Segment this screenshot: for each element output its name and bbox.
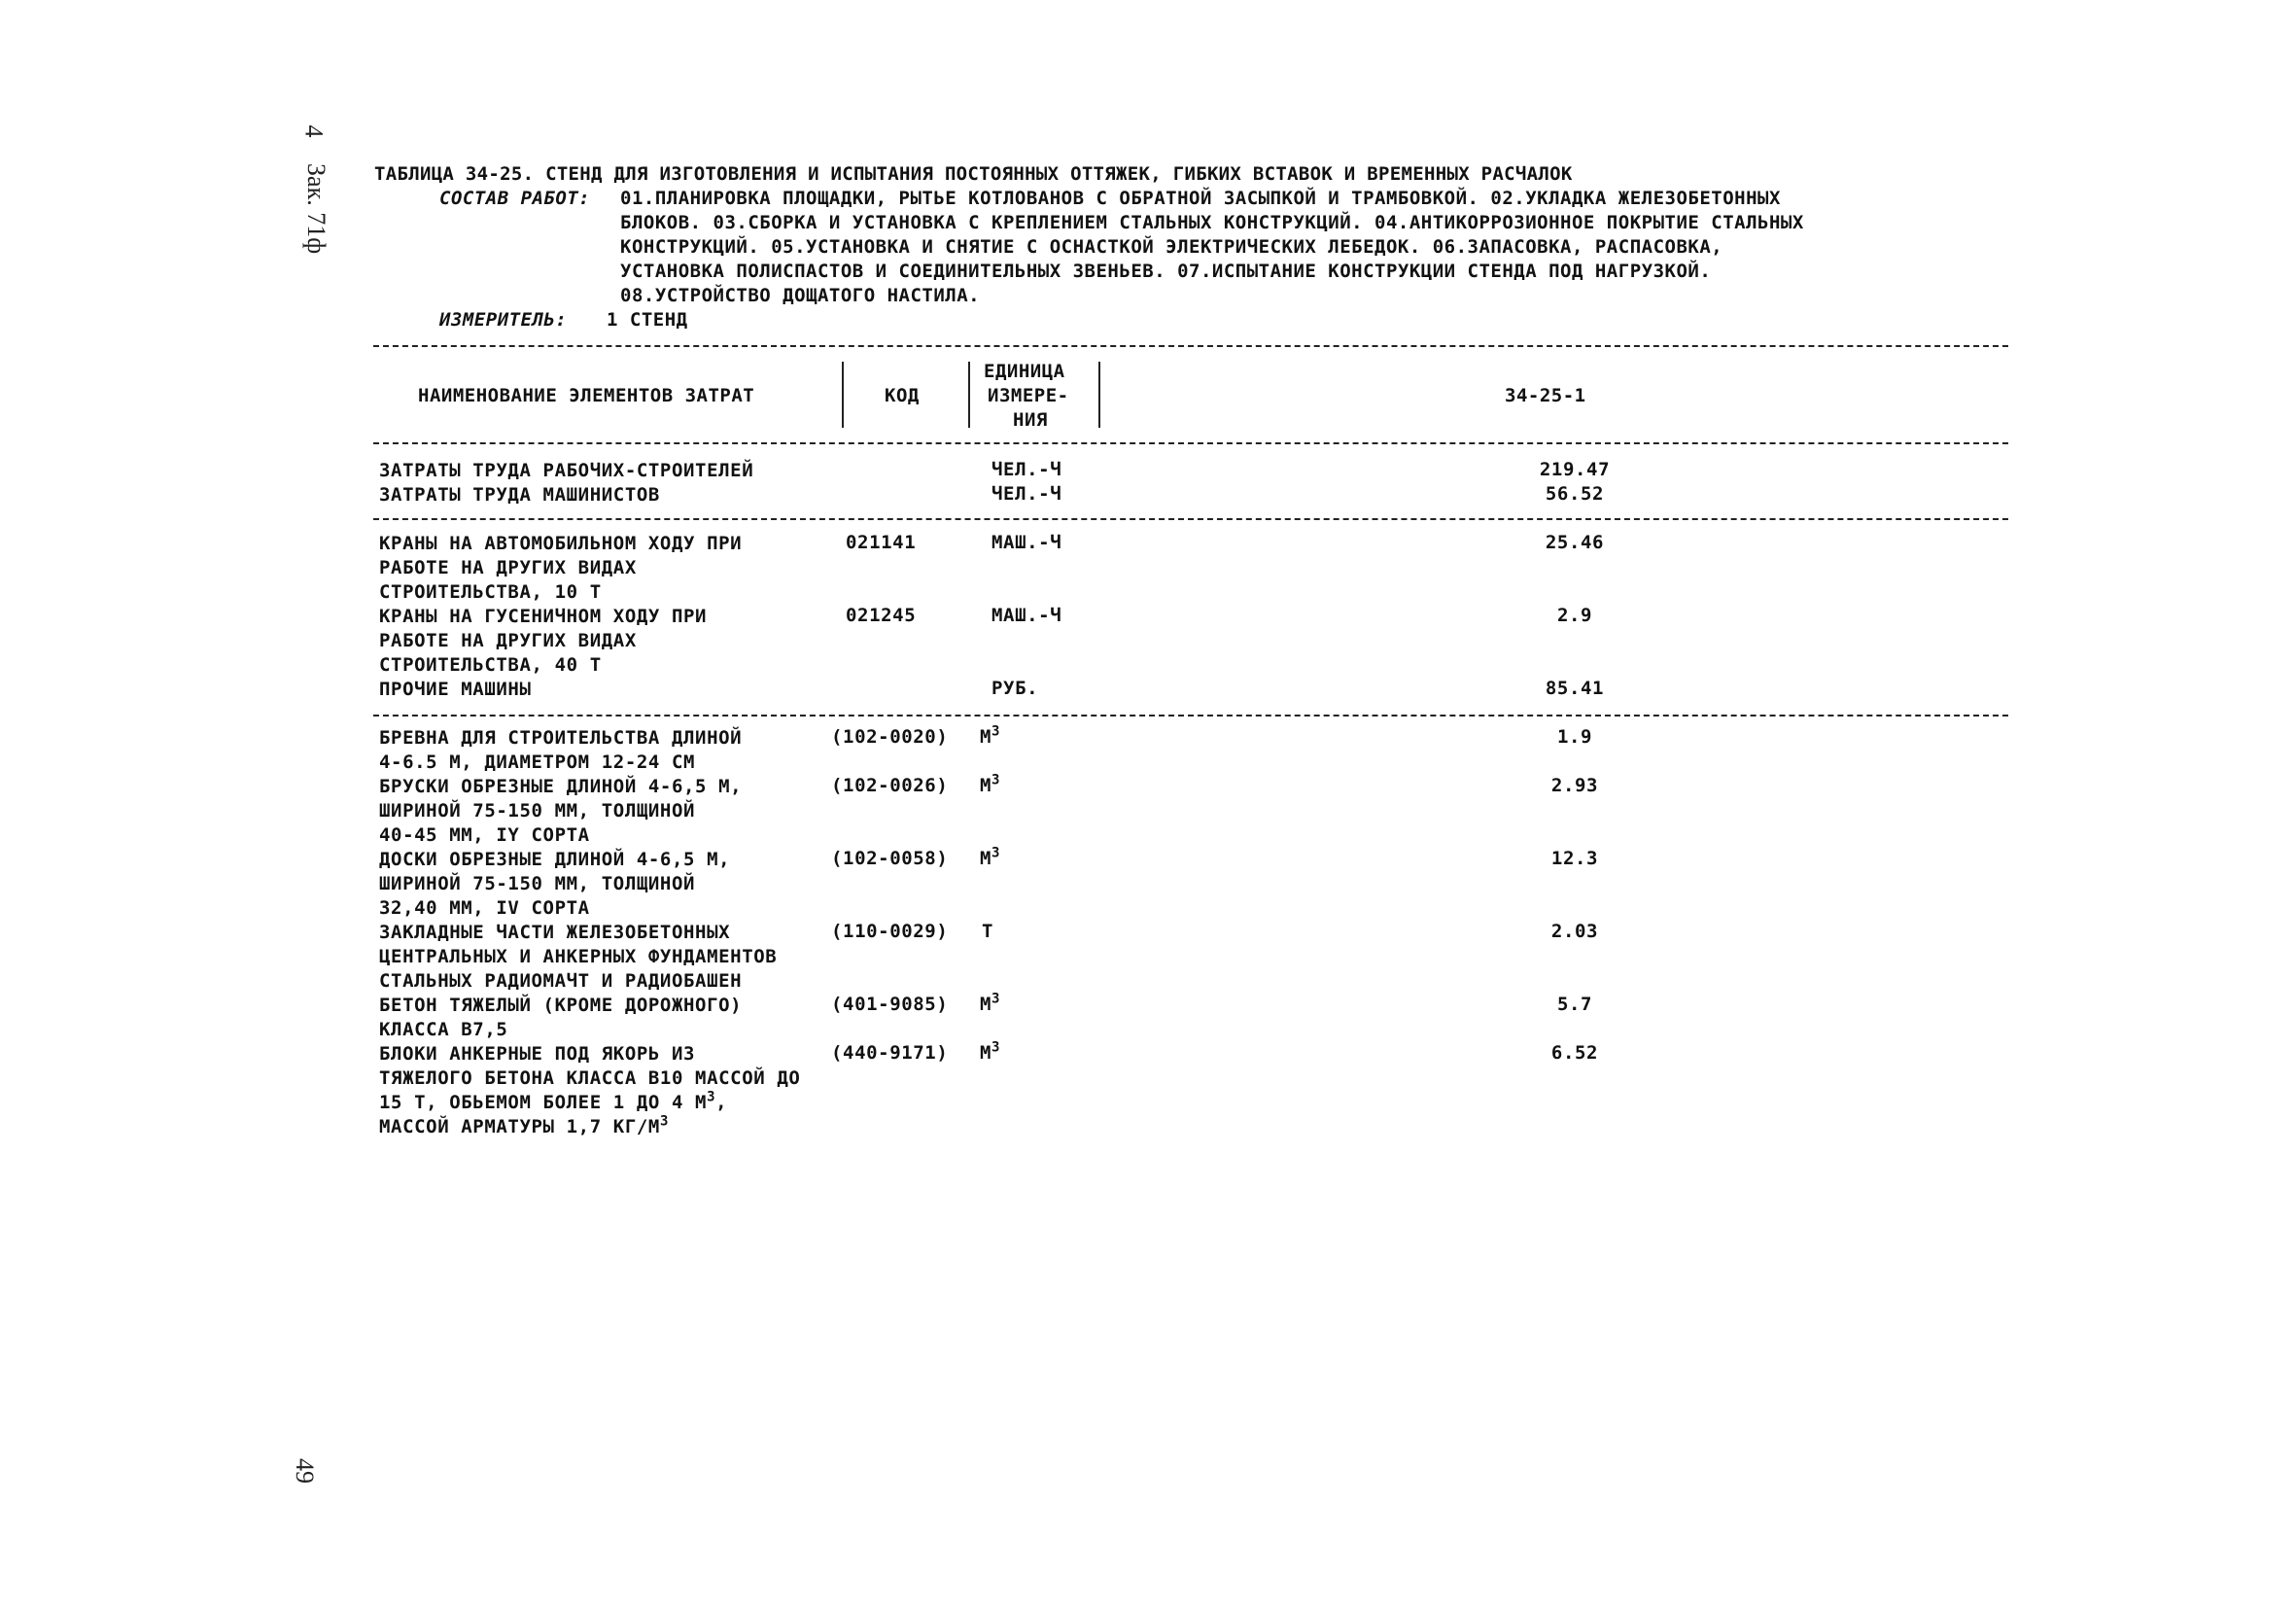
row-name: ЗАКЛАДНЫЕ ЧАСТИ ЖЕЛЕЗОБЕТОННЫХ ЦЕНТРАЛЬНЫХ И АНКЕРНЫХ ФУНДАМЕНТОВ СТАЛЬНЫХ РАДИОМАЧТ И РАДИОБАШЕН (379, 922, 778, 992)
col-header-unit-2: ИЗМЕРЕ- (988, 385, 1069, 406)
row-code: 021141 (846, 532, 917, 553)
machines-bottom-rule (373, 715, 2008, 717)
row-code: 021245 (846, 605, 917, 626)
row-unit: $М^3$ (980, 723, 1001, 748)
row-code: (110-0029) (831, 921, 949, 942)
row-name: БЛОКИ АНКЕРНЫЕ ПОД ЯКОРЬ ИЗ ТЯЖЕЛОГО БЕТОНА КЛАССА В10 МАССОЙ ДО (379, 1043, 801, 1089)
row-code: (102-0058) (831, 848, 949, 869)
row-name-line-4: МАССОЙ АРМАТУРЫ 1,7 $КГ/М^3$ (379, 1113, 669, 1137)
page-marker: 4 (299, 124, 329, 138)
row-unit: Т (982, 921, 994, 942)
row-name: ПРОЧИЕ МАШИНЫ (379, 679, 532, 700)
row-unit: $М^3$ (980, 772, 1001, 796)
row-name: БРУСКИ ОБРЕЗНЫЕ ДЛИНОЙ 4-6,5 М, ШИРИНОЙ 75-150 ММ, ТОЛЩИНОЙ 40-45 ММ, IY СОРТА (379, 776, 743, 846)
scope-line-2: БЛОКОВ. 03.СБОРКА И УСТАНОВКА С КРЕПЛЕНИЕМ СТАЛЬНЫХ КОНСТРУКЦИЙ. 04.АНТИКОРРОЗИОННОЕ ПОКРЫТИЕ СТАЛЬНЫХ (620, 212, 1804, 233)
row-name: ЗАТРАТЫ ТРУДА РАБОЧИХ-СТРОИТЕЛЕЙ (379, 460, 754, 481)
row-value: 1.9 (1556, 726, 1593, 748)
header-divider-1 (842, 362, 844, 428)
meter-label: ИЗМЕРИТЕЛЬ: (439, 309, 568, 331)
row-value: 25.46 (1545, 532, 1605, 553)
row-unit: ЧЕЛ.-Ч (991, 459, 1062, 480)
row-unit: МАШ.-Ч (991, 532, 1062, 553)
row-value: 2.9 (1556, 605, 1593, 626)
row-value: 2.93 (1550, 775, 1599, 796)
col-header-unit-3: НИЯ (1013, 409, 1048, 431)
row-unit: ЧЕЛ.-Ч (991, 483, 1062, 505)
row-code: (102-0020) (831, 726, 949, 748)
row-unit: $М^3$ (980, 845, 1001, 869)
scope-line-5: 08.УСТРОЙСТВО ДОЩАТОГО НАСТИЛА. (620, 285, 981, 306)
scope-line-4: УСТАНОВКА ПОЛИСПАСТОВ И СОЕДИНИТЕЛЬНЫХ ЗВЕНЬЕВ. 07.ИСПЫТАНИЕ КОНСТРУКЦИИ СТЕНДА ПОД НАГРУЗКОЙ. (620, 261, 1712, 282)
col-header-code: КОД (885, 385, 920, 406)
scope-line-3: КОНСТРУКЦИЙ. 05.УСТАНОВКА И СНЯТИЕ С ОСНАСТКОЙ ЭЛЕКТРИЧЕСКИХ ЛЕБЕДОК. 06.ЗАПАСОВКА, РАСПАСОВКА, (620, 236, 1723, 258)
scope-label: СОСТАВ РАБОТ: (439, 188, 591, 209)
row-unit: МАШ.-Ч (991, 605, 1062, 626)
row-name: КРАНЫ НА АВТОМОБИЛЬНОМ ХОДУ ПРИ РАБОТЕ НА ДРУГИХ ВИДАХ СТРОИТЕЛЬСТВА, 10 Т (379, 533, 743, 603)
col-header-unit-1: ЕДИНИЦА (984, 361, 1065, 382)
col-header-value: 34-25-1 (1505, 385, 1586, 406)
row-name: КРАНЫ НА ГУСЕНИЧНОМ ХОДУ ПРИ РАБОТЕ НА ДРУГИХ ВИДАХ СТРОИТЕЛЬСТВА, 40 Т (379, 606, 708, 676)
table-title: ТАБЛИЦА 34-25. СТЕНД ДЛЯ ИЗГОТОВЛЕНИЯ И ИСПЫТАНИЯ ПОСТОЯННЫХ ОТТЯЖЕК, ГИБКИХ ВСТАВОК И ВРЕМЕННЫХ РАСЧАЛОК (374, 163, 1573, 185)
row-code: (401-9085) (831, 994, 949, 1015)
row-unit: $М^3$ (980, 991, 1001, 1015)
row-name: БРЕВНА ДЛЯ СТРОИТЕЛЬСТВА ДЛИНОЙ 4-6.5 М, ДИАМЕТРОМ 12-24 СМ (379, 727, 743, 773)
row-name: БЕТОН ТЯЖЕЛЫЙ (КРОМЕ ДОРОЖНОГО) КЛАССА В7,5 (379, 995, 743, 1040)
header-bottom-rule (373, 442, 2008, 444)
row-code: (102-0026) (831, 775, 949, 796)
row-code: (440-9171) (831, 1042, 949, 1064)
page-number: 49 (291, 1458, 319, 1484)
row-value: 12.3 (1550, 848, 1599, 869)
order-reference: Зак. 71ф (302, 163, 330, 255)
row-value: 5.7 (1556, 994, 1593, 1015)
row-name: ЗАТРАТЫ ТРУДА МАШИНИСТОВ (379, 484, 660, 506)
meter-value: 1 СТЕНД (607, 309, 688, 331)
row-value: 85.41 (1545, 678, 1605, 699)
table-top-rule (373, 345, 2008, 347)
row-unit: РУБ. (991, 678, 1039, 699)
row-value: 6.52 (1550, 1042, 1599, 1064)
row-name: ДОСКИ ОБРЕЗНЫЕ ДЛИНОЙ 4-6,5 М, ШИРИНОЙ 75-150 ММ, ТОЛЩИНОЙ 32,40 ММ, IV СОРТА (379, 849, 731, 919)
scope-line-1: 01.ПЛАНИРОВКА ПЛОЩАДКИ, РЫТЬЕ КОТЛОВАНОВ С ОБРАТНОЙ ЗАСЫПКОЙ И ТРАМБОВКОЙ. 02.УКЛАДКА ЖЕЛЕЗОБЕТОННЫХ (620, 188, 1781, 209)
col-header-name: НАИМЕНОВАНИЕ ЭЛЕМЕНТОВ ЗАТРАТ (418, 385, 755, 406)
row-value: 219.47 (1539, 459, 1611, 480)
row-name-line-3: 15 Т, ОБЬЕМОМ БОЛЕЕ 1 ДО 4 $М^3$, (379, 1089, 728, 1113)
row-unit: $М^3$ (980, 1039, 1001, 1064)
header-divider-3 (1098, 362, 1100, 428)
row-value: 56.52 (1545, 483, 1605, 505)
header-divider-2 (968, 362, 970, 428)
row-value: 2.03 (1550, 921, 1599, 942)
labor-bottom-rule (373, 518, 2008, 520)
